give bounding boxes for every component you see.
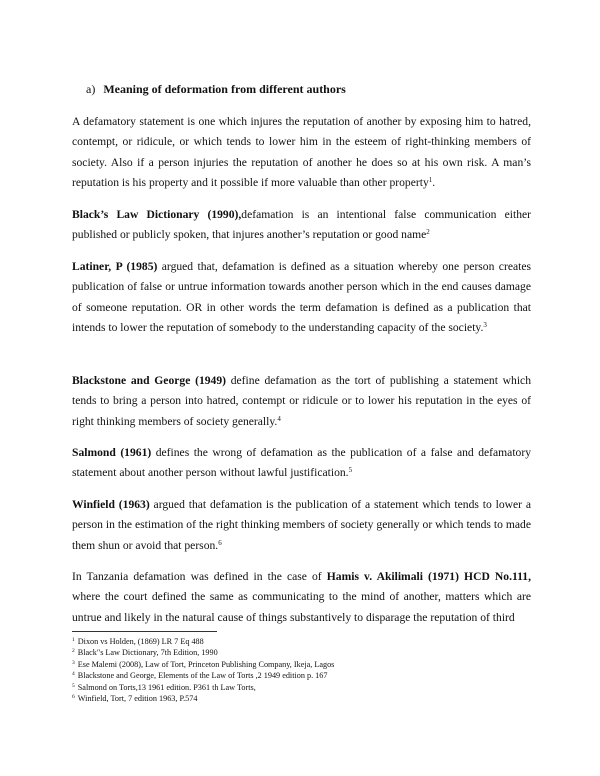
footnote-ref-1: 1 — [428, 175, 433, 184]
paragraph-salmond — [72, 443, 531, 484]
footnote-text: Black"s Law Dictionary, 7th Edition, 1990 — [77, 648, 218, 658]
paragraph-blackstone-text: define defamation as the tort of publishing a statement which tends to bring a person into hatred, contempt or ridicule or to lower his reputation in the eyes of right thinking members of society generally. — [72, 374, 531, 428]
heading-marker: a) — [86, 82, 96, 96]
paragraph-winfield-text: argued that defamation is the publication of a statement which tends to lower a person in the estimation of the right thinking members of society generally or which tends to made them shun or avoid that person. — [72, 498, 531, 552]
paragraph-intro-text: A defamatory statement is one which injures the reputation of another by exposing him to hatred, contempt, or ridicule, or which tends to lower him in the esteem of right-thinking members of society. Also if a person injuries the reputation of another he does so at his own risk. A man’s reputation is his property and it possible if more valuable than other property — [72, 115, 531, 189]
paragraph-tanzania — [72, 567, 531, 628]
footnote-ref-6: 6 — [218, 538, 222, 547]
paragraph-tanzania-text: In Tanzania defamation was defined in the case of — [72, 570, 327, 583]
footnote-number: 2 — [72, 648, 75, 655]
footnote-ref-4: 4 — [277, 414, 281, 423]
footnote — [72, 670, 542, 681]
paragraph-blacks — [72, 205, 531, 246]
footnote-divider — [72, 631, 217, 632]
footnote — [72, 682, 542, 693]
footnote-text: Dixon vs Holden, (1869) LR 7 Eq 488 — [77, 637, 204, 646]
section-heading — [86, 82, 346, 97]
footnote-text: Ese Malemi (2008), Law of Tort, Princeton Publishing Company, Ikeja, Lagos — [77, 659, 335, 669]
footnote-text: Winfield, Tort, 7 edition 1963, P.574 — [77, 694, 198, 704]
footnote-text: Blackstone and George, Elements of the Law of Torts ,2 1949 edition p. 167 — [77, 671, 328, 681]
paragraph-tanzania-rest: where the court defined the same as communicating to the mind of another, matters which are untrue and likely in the natural cause of things substantively to disparage the reputation of third — [72, 590, 531, 624]
footnote-number: 4 — [72, 671, 75, 678]
paragraph-winfield — [72, 495, 531, 556]
author-blacks: Black’s Law Dictionary (1990), — [72, 208, 242, 221]
footnote-ref-2: 2 — [426, 228, 430, 237]
footnote-ref-5: 5 — [348, 466, 353, 475]
paragraph-latiner — [72, 257, 531, 338]
footnote-number: 3 — [72, 659, 75, 666]
footnote — [72, 659, 542, 670]
footnote-number: 1 — [72, 637, 75, 643]
paragraph-intro-end: . — [432, 175, 436, 189]
footnote — [72, 693, 542, 704]
paragraph-blacks-text: defamation is an intentional false communication either published or publicly spoken, that injures another’s reputation or good name — [72, 208, 531, 242]
author-salmond: Salmond (1961) — [72, 446, 152, 459]
footnote — [72, 647, 542, 658]
footnote — [72, 636, 542, 647]
footnote-ref-3: 3 — [483, 320, 487, 329]
footnote-text: Salmond on Torts,13 1961 edition. P361 th Law Torts, — [77, 682, 256, 692]
author-winfield: Winfield (1963) — [72, 498, 150, 511]
paragraph-latiner-text: argued that, defamation is defined as a situation whereby one person creates publication of false or untrue information towards another person which in the end causes damage of someone reputation. OR in other words the term defamation is defined as a publication that intends to lower the reputation of somebody to the understanding capacity of the society. — [72, 260, 531, 334]
footnote-number: 6 — [72, 694, 75, 701]
heading-text: Meaning of deformation from different authors — [103, 82, 346, 96]
footnote-number: 5 — [72, 682, 75, 689]
paragraph-intro — [72, 112, 531, 193]
footnotes — [72, 636, 542, 704]
author-latiner: Latiner, P (1985) — [72, 260, 158, 273]
paragraph-salmond-text: defines the wrong of defamation as the publication of a false and defamatory statement about another person without lawful justification. — [72, 446, 531, 480]
author-blackstone: Blackstone and George (1949) — [72, 374, 226, 387]
paragraph-blackstone — [72, 371, 531, 432]
case-citation: Hamis v. Akilimali (1971) HCD No.111, — [326, 570, 531, 583]
